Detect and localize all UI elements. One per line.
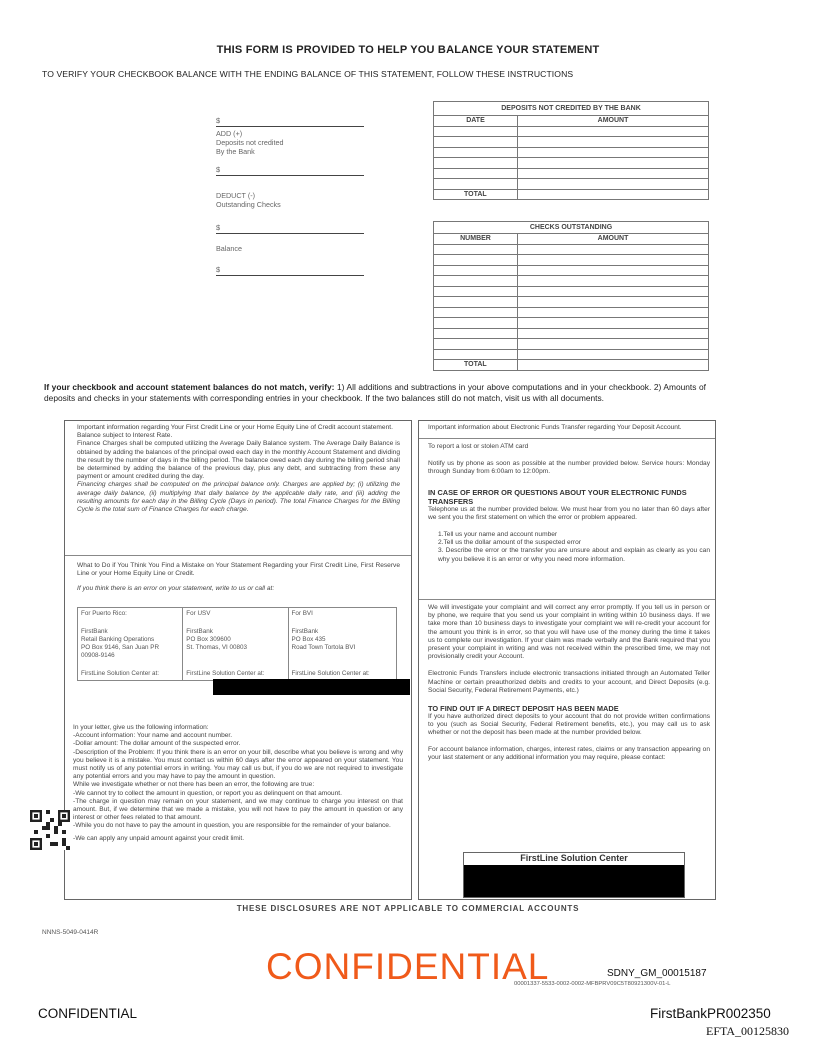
table-row — [434, 126, 709, 137]
letter-item: While we investigate whether or not there has been an error, the following are true: — [73, 781, 315, 789]
form-code: NNNS-5049-0414R — [42, 929, 99, 936]
eft-step: 2.Tell us the dollar amount of the suspected error — [438, 539, 581, 547]
deposits-table-title: DEPOSITS NOT CREDITED BY THE BANK — [434, 102, 709, 116]
commercial-disclaimer: THESE DISCLOSURES ARE NOT APPLICABLE TO COMMERCIAL ACCOUNTS — [236, 904, 580, 913]
mistake-sub: If you think there is an error on your statement, write to us or call at: — [77, 585, 275, 593]
deposits-sum-field: $ — [216, 165, 364, 176]
document-id: 00001337-5533-0002-0002-MFBPRV09C5T80921300V-01-L — [514, 981, 671, 987]
table-row — [434, 179, 709, 190]
address-line: FirstBank — [291, 628, 319, 635]
amount-column-header: AMOUNT — [518, 116, 709, 127]
deposits-total-label: TOTAL — [434, 189, 518, 200]
page-title: THIS FORM IS PROVIDED TO HELP YOU BALANCE YOUR STATEMENT — [216, 44, 600, 56]
address-line: St. Thomas, VI 00803 — [186, 644, 248, 651]
eft-error-heading: IN CASE OF ERROR OR QUESTIONS ABOUT YOUR ELECTRONIC FUNDS TRANSFERS — [428, 487, 687, 506]
address-bvi — [288, 608, 396, 681]
table-row — [434, 297, 709, 308]
add-desc-2: By the Bank — [216, 147, 255, 156]
eft-step: 1.Tell us your name and account number — [438, 531, 558, 539]
statement-balance-field: $ — [216, 116, 364, 127]
checks-outstanding-table — [433, 221, 709, 371]
add-desc: Deposits not credited — [216, 138, 284, 147]
footer-efta-number: EFTA_00125830 — [706, 1024, 790, 1038]
verify-text: 1) All additions and subtractions in your above computations and in your checkbook. 2) Amounts of deposits and checks in your statements with corresponding entries in your checkbook. If the two balances still do not match, visit us with all documents. — [44, 382, 706, 403]
address-puerto-rico — [78, 608, 183, 681]
deduct-desc: Outstanding Checks — [216, 200, 281, 209]
solution-center-box — [463, 852, 685, 898]
table-row — [434, 328, 709, 339]
eft-disclosure-panel — [418, 420, 716, 900]
address-line: Road Town Tortola BVI — [291, 644, 356, 651]
bates-number: SDNY_GM_00015187 — [607, 968, 707, 979]
table-row — [434, 349, 709, 360]
letter-item: -Dollar amount: The dollar amount of the suspected error. — [73, 740, 241, 748]
address-line: PO Box 9146, San Juan PR — [81, 644, 160, 651]
checks-total-label: TOTAL — [434, 360, 518, 371]
table-row — [434, 339, 709, 350]
eft-intro: Important information about Electronic Funds Transfer regarding Your Deposit Account. — [428, 424, 682, 431]
table-row — [434, 244, 709, 255]
mistake-title: What to Do if You Think You Find a Mistake on Your Statement Regarding your First Credit Line, First Reserve Line or your Home Equity Line or Credit. — [77, 562, 400, 578]
solution-center-title: FirstLine Solution Center — [520, 853, 628, 863]
table-row — [434, 276, 709, 287]
confidential-stamp: CONFIDENTIAL — [266, 946, 550, 987]
checks-sum-field: $ — [216, 265, 364, 276]
add-label: ADD (+) — [216, 129, 243, 138]
solution-center-label: FirstLine Solution Center at: — [186, 670, 265, 677]
address-line: Retail Banking Operations — [81, 636, 155, 643]
region-label: For BVI — [291, 610, 313, 617]
table-row — [434, 168, 709, 179]
amount-column-header: AMOUNT — [518, 234, 709, 245]
letter-item: -While you do not have to pay the amount in question, you are responsible for the remainder of your balance. — [73, 822, 391, 830]
deduct-label: DEDUCT (-) — [216, 191, 255, 200]
direct-deposit-heading: TO FIND OUT IF A DIRECT DEPOSIT HAS BEEN MADE — [428, 704, 619, 714]
letter-intro: In your letter, give us the following information: — [73, 724, 209, 731]
deposits-not-credited-table — [433, 101, 709, 200]
eft-includes-text: Electronic Funds Transfers include electronic transactions initiated through an Automated Teller Machine or certain preauthorized debits and credits to your account, and Direct Deposits (e.g. Social Security, Federal Retirement Payments, etc.) — [428, 670, 710, 694]
checks-table-title: CHECKS OUTSTANDING — [434, 222, 709, 234]
verify-lead: If your checkbook and account statement balances do not match, verify: — [44, 382, 335, 392]
table-row — [434, 158, 709, 169]
address-line: PO Box 309600 — [186, 636, 231, 643]
date-column-header: DATE — [434, 116, 518, 127]
region-label: For USV — [186, 610, 211, 617]
address-line: PO Box 435 — [291, 636, 326, 643]
letter-item: -The charge in question may remain on your statement, and we may continue to charge you interest on that amount. But, if we determine that we made a mistake, you will not have to pay the amount in question or any interest or other fees related to that amount. — [73, 797, 403, 822]
investigation-text: We will investigate your complaint and will correct any error promptly. If you tell us in person or by phone, we require that you send us your complaint in writing within 10 business days. If we take more than 10 business days to investigate your complaint we will re-credit your account for the amount you think is in error, so that you will have use of the money during the time it takes us to complete our investigation. If your claim was made verbally and the Bank required that you present your complaint in writing and was not received within the prescribed time, we may not provisionally credit your Account. — [428, 604, 710, 661]
footer-production-number: FirstBankPR002350 — [650, 1006, 771, 1021]
address-usvi — [183, 608, 288, 681]
finance-charges-text: Finance Charges shall be computed utilizing the Average Daily Balance system. The Average Daily Balance is obtained by adding the balances of the principal owed each day in the monthly Account Statement and dividing the result by the number of days in the billing period. The balance owed each day during the billing period shall be determined by adding the balance of the previous day, plus any debt, and subtracting from these any payment or amount credited during the day. — [77, 440, 400, 481]
eft-step: 3. Describe the error or the transfer you are unsure about and explain as clearly as you can why you believe it is an error or why you need more information. — [438, 547, 710, 563]
eft-telephone-text: Telephone us at the number provided below. We must hear from you no later than 60 days after we sent you the first statement on which the error or problem appeared. — [428, 505, 710, 521]
balance-label: Balance — [216, 244, 242, 253]
table-row — [434, 286, 709, 297]
solution-center-label: FirstLine Solution Center at: — [81, 670, 160, 677]
subtotal-field: $ — [216, 223, 364, 234]
letter-item: -We can apply any unpaid amount against your credit limit. — [73, 834, 245, 842]
verify-instructions — [44, 382, 706, 403]
credit-line-intro: Important information regarding Your First Credit Line or your Home Equity Line of Credit account statement. — [77, 424, 393, 431]
redaction-bar — [213, 679, 410, 695]
instructions-subtitle: TO VERIFY YOUR CHECKBOOK BALANCE WITH THE ENDING BALANCE OF THIS STATEMENT, FOLLOW THESE INSTRUCTIONS — [42, 69, 574, 79]
redaction-bar — [464, 865, 684, 897]
table-row — [434, 255, 709, 266]
solution-center-label: FirstLine Solution Center at: — [291, 670, 370, 677]
letter-item: -Description of the Problem: If you think there is an error on your bill, describe what you believe is wrong and why you believe it is a mistake. You must contact us within 60 days after the error appeared on your statement. You must notify us of any potential errors in writing. You may call us but, if you do we are not required to investigate any potential errors and you may have to pay the amount in question. — [73, 748, 403, 781]
contact-text: For account balance information, charges, interest rates, claims or any transaction appearing on your last statement or any additional information you may require, please contact: — [428, 745, 710, 761]
lost-card-text: To report a lost or stolen ATM card — [428, 443, 529, 450]
qr-code — [30, 810, 70, 850]
address-line: 00908-9146 — [81, 652, 115, 659]
letter-item: -Account information: Your name and account number. — [73, 732, 233, 740]
table-row — [434, 137, 709, 148]
contact-addresses — [77, 607, 397, 681]
table-row — [434, 147, 709, 158]
letter-item: -We cannot try to collect the amount in question, or report you as delinquent on that amount. — [73, 789, 342, 797]
notify-text: Notify us by phone as soon as possible at the number provided below. Service hours: Monday through Sunday from 6:00am to 12:00pm. — [428, 460, 710, 476]
balance-calculator — [216, 116, 376, 276]
table-row — [434, 307, 709, 318]
address-line: FirstBank — [81, 628, 108, 635]
table-row — [434, 265, 709, 276]
address-line: FirstBank — [186, 628, 213, 635]
region-label: For Puerto Rico: — [81, 610, 127, 617]
financing-charges-text: Financing charges shall be computed on the principal balance only. Charges are applied by; (i) utilizing the average daily balance, (ii) multiplying that daily balance by the applicable daily rate, and (iii) adding the resulting amounts for each day in the Billing Cycle (Days in period). The total Finance Charges for the Billing Cycle is the total sum of Finance Charges for each charge. — [77, 481, 400, 514]
interest-rate-note: Balance subject to Interest Rate. — [77, 432, 173, 440]
footer-confidential: CONFIDENTIAL — [38, 1006, 138, 1021]
table-row — [434, 318, 709, 329]
direct-deposit-text: If you have authorized direct deposits to your account that do not provide written confirmations to you (such as Social Security, Federal Retirement benefits, etc.), you may call us to ask whether or not the deposit has been made at the number provided below. — [428, 713, 710, 737]
number-column-header: NUMBER — [434, 234, 518, 245]
credit-line-disclosure-panel — [64, 420, 412, 900]
